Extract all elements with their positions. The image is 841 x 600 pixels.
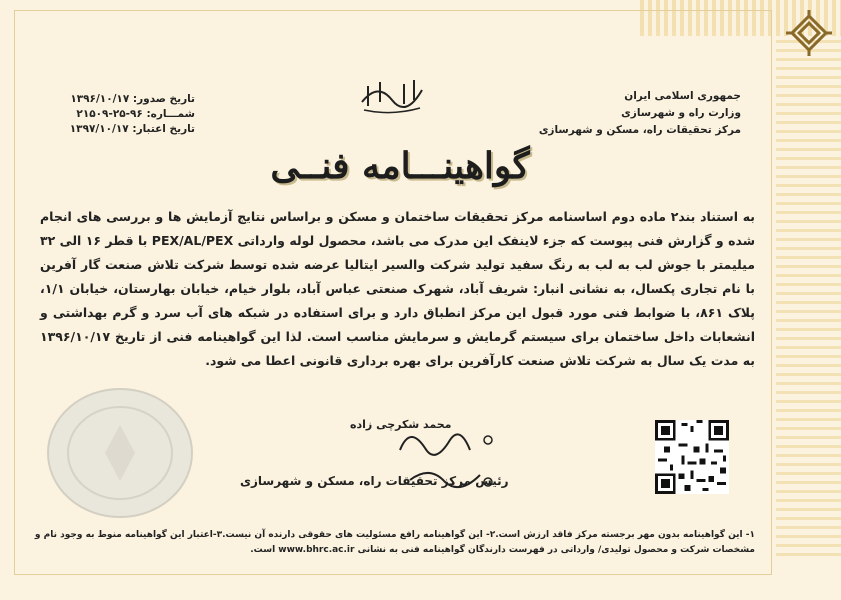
validity-date: تاریخ اعتبار: ۱۳۹۷/۱۰/۱۷ — [69, 123, 195, 135]
certificate-body: به استناد بند۲ ماده دوم اساسنامه مرکز تحقیقات ساختمان و مسکن و براساس نتایج آزمایش ها و بررسی های انجام شده و گزارش فنی پیوست که جزء لاینفک این مدرک می باشد، محصول لوله وارداتی PEX/AL/PEX با قطر ۱۶ الی ۳۲ میلیمتر با جوش لب به لب به رنگ سفید تولید شرکت والسیر ایتالیا عرضه شده توسط شرکت تلاش صنعت گار آفرین با نام تجاری پکسال، به نشانی انبار: شریف آباد، شهرک صنعتی عباس آباد، بلوار خیام، خیابان بهارستان، خیابان ۱/۱، پلاک ۸۶۱، با ضوابط فنی مورد قبول این مرکز انطباق دارد و برای استفاده در شبکه های آب سرد و گرم بهداشتی و انشعابات داخل ساختمان برای سیستم گرمایش و سرمایش مناسب است. لذا این گواهینامه فنی از تاریخ ۱۳۹۶/۱۰/۱۷ به مدت یک سال به شرکت تلاش صنعت کارآفرین برای بهره برداری قانونی اعطا می شود. — [40, 209, 755, 368]
org-line-2: وزارت راه و شهرسازی — [621, 107, 741, 119]
signatory-title: رئیس مرکز تحقیقات راه، مسکن و شهرسازی — [240, 474, 509, 488]
signatory-name: محمد شکرچی زاده — [350, 418, 452, 431]
org-line-1: جمهوری اسلامی ایران — [624, 90, 741, 102]
issue-date: تاریخ صدور: ۱۳۹۶/۱۰/۱۷ — [70, 93, 195, 105]
signature-icon — [390, 420, 510, 500]
emblem-icon — [784, 8, 834, 58]
issuing-organization — [539, 88, 741, 139]
embossed-seal-icon — [45, 385, 195, 520]
page-title: گواهینـــامه فنــی — [270, 145, 530, 187]
certificate-metadata — [55, 92, 195, 137]
qr-code-icon[interactable] — [655, 420, 729, 494]
footnote: ۱- این گواهینامه بدون مهر برجسته مرکز فاقد ارزش است.۲- این گواهینامه رافع مسئولیت های حقوقی دارنده آن نیست.۳-اعتبار این گواهینامه منوط به وجود نام و مشخصات شرکت و محصول تولیدی/ وارداتی در فهرست دارندگان گواهینامه فنی به نشانی www.bhrc.ac.ir است. — [34, 530, 755, 555]
bismillah-calligraphy-icon — [358, 72, 426, 116]
org-line-3: مرکز تحقیقات راه، مسکن و شهرسازی — [538, 124, 741, 136]
certificate-number: شمـــاره: ۹۶-۲۵-۲۱۵۰۹ — [76, 108, 195, 120]
decorative-side-border — [776, 40, 841, 560]
